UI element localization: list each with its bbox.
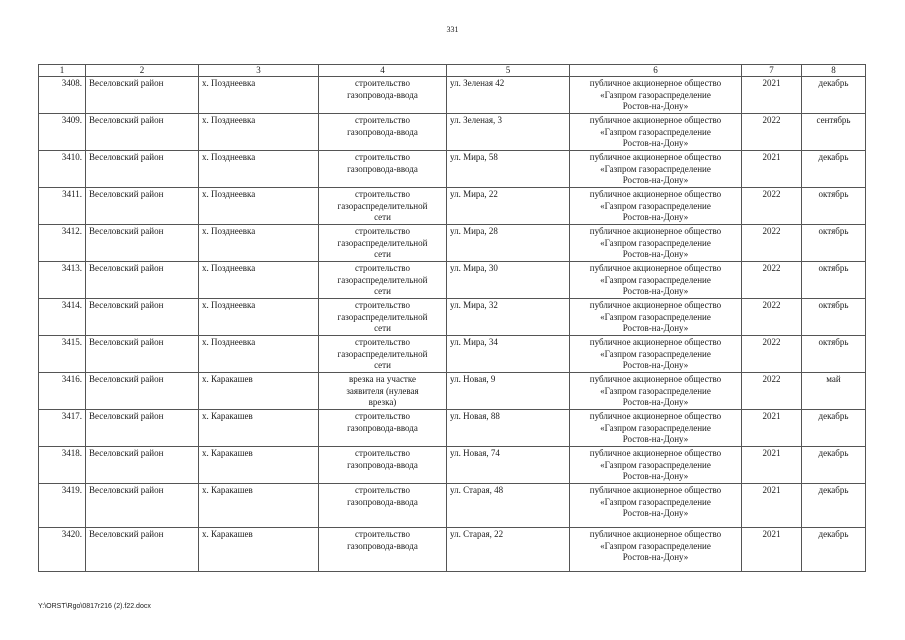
district-cell: Веселовский район (86, 151, 199, 188)
row-number: 3419. (39, 484, 86, 528)
organization-line: Ростов-на-Дону» (622, 434, 689, 444)
year-cell: 2021 (742, 77, 802, 114)
row-number: 3418. (39, 447, 86, 484)
organization-line: публичное акционерное общество (589, 337, 722, 347)
work-type-line: врезка) (368, 397, 397, 407)
organization-line: «Газпром газораспределение (600, 540, 711, 551)
address-cell: ул. Мира, 32 (447, 299, 570, 336)
organization-line: публичное акционерное общество (589, 115, 722, 125)
work-type-line: строительство (355, 300, 410, 310)
month-cell: декабрь (802, 410, 866, 447)
month-cell: октябрь (802, 299, 866, 336)
organization-line: Ростов-на-Дону» (622, 471, 689, 481)
work-type-cell (319, 77, 447, 114)
organization-line: публичное акционерное общество (589, 263, 722, 273)
organization-line: публичное акционерное общество (589, 374, 722, 384)
address-cell: ул. Мира, 34 (447, 336, 570, 373)
district-cell: Веселовский район (86, 77, 199, 114)
work-type-line: газопровода-ввода (347, 126, 418, 137)
organization-cell (570, 484, 742, 528)
organization-line: публичное акционерное общество (589, 226, 722, 236)
locality-cell: х. Каракашев (199, 410, 319, 447)
organization-cell (570, 114, 742, 151)
work-type-line: газопровода-ввода (347, 422, 418, 433)
work-type-line: строительство (355, 529, 410, 539)
year-cell: 2021 (742, 151, 802, 188)
district-cell: Веселовский район (86, 447, 199, 484)
organization-line: «Газпром газораспределение (600, 163, 711, 174)
locality-cell: х. Позднеевка (199, 151, 319, 188)
district-cell: Веселовский район (86, 262, 199, 299)
work-type-cell (319, 373, 447, 410)
year-cell: 2021 (742, 484, 802, 528)
work-type-line: сети (374, 249, 391, 259)
district-cell: Веселовский район (86, 528, 199, 572)
work-type-line: врезка на участке (348, 374, 417, 384)
address-cell: ул. Мира, 58 (447, 151, 570, 188)
column-header: 2 (86, 65, 199, 77)
table-row (39, 410, 866, 447)
locality-cell: х. Каракашев (199, 528, 319, 572)
table-row (39, 299, 866, 336)
work-type-line: строительство (355, 411, 410, 421)
organization-line: Ростов-на-Дону» (622, 212, 689, 222)
address-cell: ул. Зеленая 42 (447, 77, 570, 114)
work-type-cell (319, 484, 447, 528)
table-row (39, 262, 866, 299)
column-header: 4 (319, 65, 447, 77)
work-type-cell (319, 528, 447, 572)
row-number: 3420. (39, 528, 86, 572)
work-type-line: строительство (355, 115, 410, 125)
year-cell: 2022 (742, 262, 802, 299)
organization-cell (570, 151, 742, 188)
district-cell: Веселовский район (86, 410, 199, 447)
work-type-line: газораспределительной (337, 237, 428, 248)
address-cell: ул. Мира, 30 (447, 262, 570, 299)
work-type-cell (319, 114, 447, 151)
organization-line: «Газпром газораспределение (600, 89, 711, 100)
organization-line: публичное акционерное общество (589, 448, 722, 458)
month-cell: октябрь (802, 336, 866, 373)
table-row (39, 373, 866, 410)
district-cell: Веселовский район (86, 114, 199, 151)
month-cell: сентябрь (802, 114, 866, 151)
organization-line: публичное акционерное общество (589, 78, 722, 88)
organization-line: «Газпром газораспределение (600, 200, 711, 211)
district-cell: Веселовский район (86, 336, 199, 373)
organization-line: «Газпром газораспределение (600, 422, 711, 433)
year-cell: 2022 (742, 299, 802, 336)
organization-line: публичное акционерное общество (589, 152, 722, 162)
work-type-line: строительство (355, 337, 410, 347)
work-type-line: газораспределительной (337, 200, 428, 211)
work-type-line: газопровода-ввода (347, 540, 418, 551)
row-number: 3410. (39, 151, 86, 188)
organization-line: Ростов-на-Дону» (622, 175, 689, 185)
organization-cell (570, 188, 742, 225)
month-cell: декабрь (802, 77, 866, 114)
work-type-line: газопровода-ввода (347, 89, 418, 100)
organization-line: «Газпром газораспределение (600, 274, 711, 285)
column-number-row (39, 65, 866, 77)
work-type-line: сети (374, 360, 391, 370)
table-row (39, 484, 866, 528)
organization-cell (570, 299, 742, 336)
table-row (39, 528, 866, 572)
organization-line: «Газпром газораспределение (600, 385, 711, 396)
address-cell: ул. Старая, 48 (447, 484, 570, 528)
organization-line: Ростов-на-Дону» (622, 552, 689, 562)
year-cell: 2021 (742, 410, 802, 447)
organization-line: Ростов-на-Дону» (622, 101, 689, 111)
table-row (39, 151, 866, 188)
district-cell: Веселовский район (86, 484, 199, 528)
month-cell: декабрь (802, 447, 866, 484)
work-type-cell (319, 188, 447, 225)
address-cell: ул. Старая, 22 (447, 528, 570, 572)
organization-line: «Газпром газораспределение (600, 311, 711, 322)
work-type-cell (319, 299, 447, 336)
address-cell: ул. Новая, 74 (447, 447, 570, 484)
month-cell: октябрь (802, 225, 866, 262)
row-number: 3416. (39, 373, 86, 410)
row-number: 3417. (39, 410, 86, 447)
table-row (39, 225, 866, 262)
work-type-cell (319, 151, 447, 188)
work-type-line: строительство (355, 485, 410, 495)
month-cell: декабрь (802, 151, 866, 188)
organization-line: «Газпром газораспределение (600, 459, 711, 470)
table-row (39, 447, 866, 484)
file-path-footer: Y:\ORST\Rgo\0817r216 (2).f22.docx (38, 603, 151, 610)
district-cell: Веселовский район (86, 299, 199, 336)
work-type-line: строительство (355, 78, 410, 88)
work-type-line: газопровода-ввода (347, 459, 418, 470)
organization-line: Ростов-на-Дону» (622, 360, 689, 370)
organization-cell (570, 528, 742, 572)
district-cell: Веселовский район (86, 225, 199, 262)
row-number: 3411. (39, 188, 86, 225)
address-cell: ул. Мира, 22 (447, 188, 570, 225)
organization-line: «Газпром газораспределение (600, 237, 711, 248)
month-cell: октябрь (802, 188, 866, 225)
work-type-cell (319, 225, 447, 262)
locality-cell: х. Позднеевка (199, 336, 319, 373)
year-cell: 2021 (742, 528, 802, 572)
work-type-line: газораспределительной (337, 348, 428, 359)
row-number: 3409. (39, 114, 86, 151)
organization-line: публичное акционерное общество (589, 300, 722, 310)
organization-line: публичное акционерное общество (589, 411, 722, 421)
organization-line: Ростов-на-Дону» (622, 508, 689, 518)
work-type-cell (319, 262, 447, 299)
locality-cell: х. Каракашев (199, 373, 319, 410)
table-row (39, 114, 866, 151)
work-type-line: сети (374, 212, 391, 222)
locality-cell: х. Позднеевка (199, 262, 319, 299)
table-row (39, 336, 866, 373)
address-cell: ул. Новая, 88 (447, 410, 570, 447)
column-header: 8 (802, 65, 866, 77)
column-header: 3 (199, 65, 319, 77)
organization-line: Ростов-на-Дону» (622, 138, 689, 148)
organization-cell (570, 410, 742, 447)
year-cell: 2022 (742, 373, 802, 410)
row-number: 3414. (39, 299, 86, 336)
column-header: 5 (447, 65, 570, 77)
locality-cell: х. Позднеевка (199, 188, 319, 225)
organization-line: «Газпром газораспределение (600, 348, 711, 359)
organization-line: «Газпром газораспределение (600, 496, 711, 507)
work-type-cell (319, 410, 447, 447)
organization-cell (570, 447, 742, 484)
work-type-cell (319, 336, 447, 373)
district-cell: Веселовский район (86, 188, 199, 225)
page-number: 331 (446, 25, 459, 34)
organization-line: «Газпром газораспределение (600, 126, 711, 137)
work-type-line: строительство (355, 152, 410, 162)
address-cell: ул. Зеленая, 3 (447, 114, 570, 151)
year-cell: 2022 (742, 114, 802, 151)
organization-cell (570, 77, 742, 114)
work-type-line: строительство (355, 226, 410, 236)
organization-line: публичное акционерное общество (589, 529, 722, 539)
row-number: 3413. (39, 262, 86, 299)
work-type-line: строительство (355, 263, 410, 273)
row-number: 3412. (39, 225, 86, 262)
work-type-line: газораспределительной (337, 311, 428, 322)
year-cell: 2022 (742, 188, 802, 225)
column-header: 6 (570, 65, 742, 77)
work-type-line: сети (374, 323, 391, 333)
work-type-line: газопровода-ввода (347, 163, 418, 174)
organization-line: Ростов-на-Дону» (622, 249, 689, 259)
work-type-line: газопровода-ввода (347, 496, 418, 507)
work-type-line: газораспределительной (337, 274, 428, 285)
work-type-line: сети (374, 286, 391, 296)
organization-line: Ростов-на-Дону» (622, 397, 689, 407)
row-number: 3415. (39, 336, 86, 373)
organization-cell (570, 336, 742, 373)
column-header: 7 (742, 65, 802, 77)
work-type-cell (319, 447, 447, 484)
organization-line: Ростов-на-Дону» (622, 323, 689, 333)
organization-line: публичное акционерное общество (589, 485, 722, 495)
table-row (39, 188, 866, 225)
organization-cell (570, 373, 742, 410)
locality-cell: х. Позднеевка (199, 114, 319, 151)
organization-line: Ростов-на-Дону» (622, 286, 689, 296)
locality-cell: х. Позднеевка (199, 225, 319, 262)
organization-cell (570, 262, 742, 299)
column-header: 1 (39, 65, 86, 77)
organization-line: публичное акционерное общество (589, 189, 722, 199)
address-cell: ул. Мира, 28 (447, 225, 570, 262)
work-type-line: строительство (355, 189, 410, 199)
locality-cell: х. Каракашев (199, 484, 319, 528)
year-cell: 2021 (742, 447, 802, 484)
month-cell: декабрь (802, 484, 866, 528)
month-cell: октябрь (802, 262, 866, 299)
work-type-line: строительство (355, 448, 410, 458)
address-cell: ул. Новая, 9 (447, 373, 570, 410)
work-type-line: заявителя (нулевая (346, 385, 419, 396)
table-row (39, 77, 866, 114)
locality-cell: х. Каракашев (199, 447, 319, 484)
locality-cell: х. Позднеевка (199, 77, 319, 114)
registry-table (38, 64, 866, 572)
locality-cell: х. Позднеевка (199, 299, 319, 336)
district-cell: Веселовский район (86, 373, 199, 410)
year-cell: 2022 (742, 336, 802, 373)
month-cell: май (802, 373, 866, 410)
organization-cell (570, 225, 742, 262)
year-cell: 2022 (742, 225, 802, 262)
month-cell: декабрь (802, 528, 866, 572)
row-number: 3408. (39, 77, 86, 114)
